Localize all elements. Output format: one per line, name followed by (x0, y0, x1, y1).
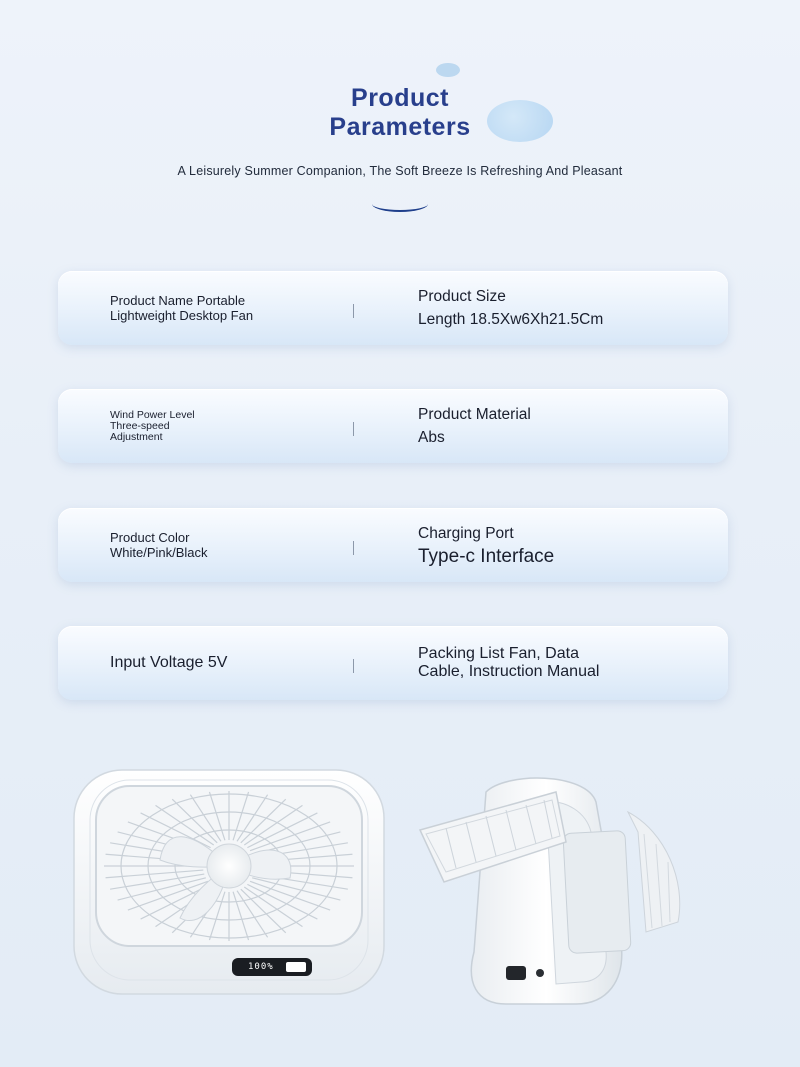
spec-right-value: Type-c Interface (418, 545, 555, 567)
fan-display-readout: 100% (248, 962, 274, 972)
spec-card-material (58, 389, 728, 463)
desk-fan-side-icon (416, 772, 688, 1014)
spec-right-line: Packing List Fan, Data (418, 645, 579, 662)
spec-right-value: Abs (418, 429, 445, 446)
spec-left (110, 271, 350, 345)
spec-left-line: Three-speed (110, 419, 170, 432)
spec-divider (353, 422, 354, 436)
smile-divider-icon (372, 196, 428, 212)
spec-left-line: Input Voltage 5V (110, 654, 228, 671)
spec-right (418, 271, 718, 345)
decor-bubble-small (436, 63, 460, 77)
spec-card-size (58, 271, 728, 345)
spec-right-value: Length 18.5Xw6Xh21.5Cm (418, 311, 604, 328)
spec-left-line: Product Name Portable (110, 293, 246, 308)
spec-left-line: Product Color (110, 530, 190, 545)
page-subtitle: A Leisurely Summer Companion, The Soft Breeze Is Refreshing And Pleasant (177, 164, 623, 178)
spec-divider (353, 304, 354, 318)
spec-right (418, 389, 718, 463)
spec-left-line: White/Pink/Black (110, 545, 208, 560)
title-line-2: Parameters (329, 113, 471, 141)
spec-divider (353, 659, 354, 673)
spec-left (110, 626, 350, 700)
spec-right-key: Product Material (418, 406, 531, 423)
page-title (0, 84, 800, 142)
spec-right-key: Charging Port (418, 524, 514, 542)
spec-divider (353, 541, 354, 555)
spec-left (110, 508, 350, 582)
spec-right-key: Product Size (418, 288, 506, 305)
spec-right-line: Cable, Instruction Manual (418, 663, 600, 680)
spec-card-color (58, 508, 728, 582)
spec-left-line: Adjustment (110, 430, 163, 443)
title-line-1: Product (351, 84, 449, 112)
spec-right (418, 508, 718, 582)
spec-right (418, 626, 718, 700)
desk-fan-front-icon (70, 768, 388, 998)
spec-card-voltage (58, 626, 728, 700)
spec-left-line: Lightweight Desktop Fan (110, 308, 254, 323)
spec-left-line: Wind Power Level (110, 408, 195, 421)
spec-left (110, 389, 350, 463)
